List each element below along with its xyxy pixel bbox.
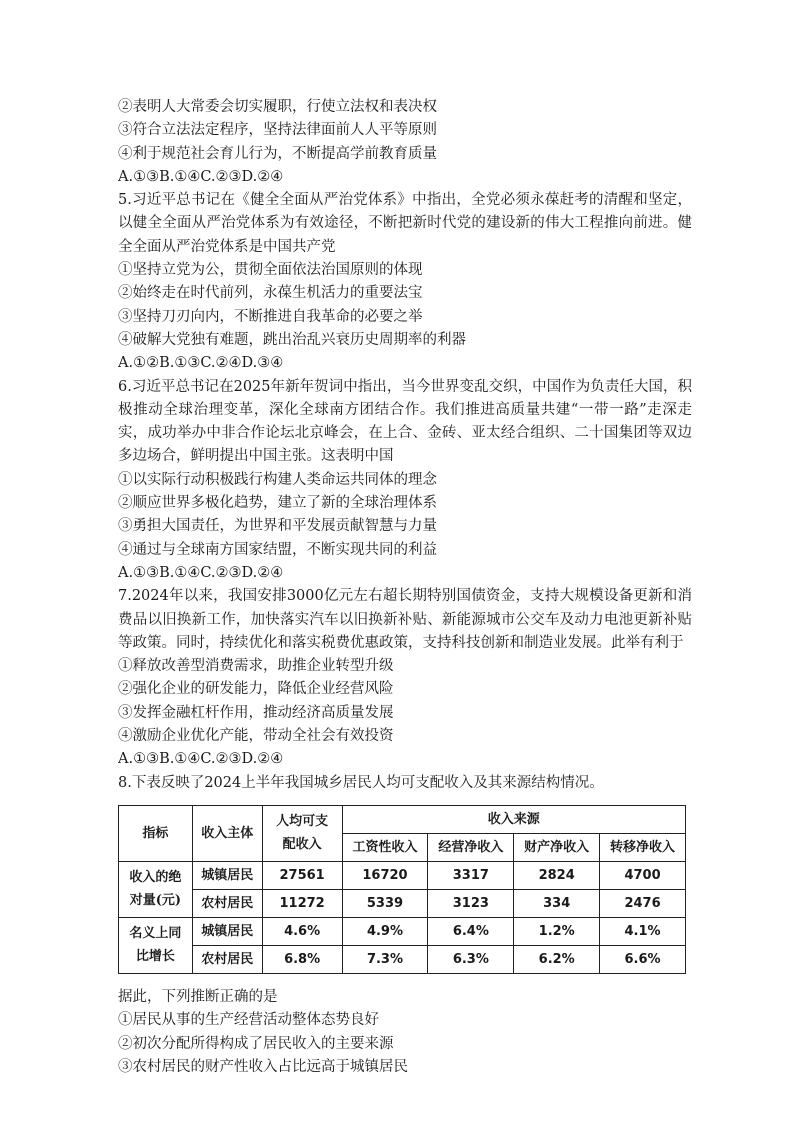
header-avg-income-line2: 配收入 — [282, 837, 322, 853]
q4-answer-choices: A.①③B.①④C.②③D.②④ — [118, 168, 284, 185]
q8-option-2: ②初次分配所得构成了居民收入的主要来源 — [118, 1035, 394, 1052]
q5-stem: 5.习近平总书记在《健全全面从严治党体系》中指出，全党必须永葆赶考的清醒和坚定，以健全全面从严治党体系为有效途径，不断把新时代党的建设新的伟大工程推向前进。健全全面从严治党体系是中国共产党 — [118, 192, 692, 255]
row-label-rural: 农村居民 — [192, 945, 262, 973]
q4-option-2: ②表明人大常委会切实履职，行使立法权和表决权 — [118, 99, 437, 115]
q5-option-4: ④破解大党独有难题，跳出治乱兴衰历史周期率的利器 — [118, 331, 466, 348]
table-row — [119, 945, 686, 973]
q7-option-4: ④激励企业优化产能，带动全社会有效投资 — [118, 728, 394, 745]
table-cell: 4.9% — [342, 917, 428, 945]
q7-stem: 7.2024年以来，我国安排3000亿元左右超长期特别国债资金，支持大规模设备更新和消费品以旧换新工作，加快落实汽车以旧换新补贴、新能源城市公交车及动力电池更新补贴等政策。同时，持续优化和落实税费优惠政策，支持科技创新和制造业发展。此举有利于 — [118, 588, 692, 651]
group-growth-line2: 比增长 — [135, 949, 175, 965]
table-row — [119, 861, 686, 889]
group-absolute-line1: 收入的绝 — [129, 870, 182, 886]
q7-answer-choices: A.①③B.①④C.②③D.②④ — [118, 751, 284, 768]
group-absolute — [119, 861, 193, 917]
q7-option-1: ①释放改善型消费需求，助推企业转型升级 — [118, 658, 394, 675]
header-transfer: 转移净收入 — [600, 833, 686, 861]
header-wage: 工资性收入 — [342, 833, 428, 861]
table-cell: 1.2% — [514, 917, 600, 945]
table-row — [119, 889, 686, 917]
table-cell: 3317 — [428, 861, 514, 889]
table-header-row — [119, 805, 686, 833]
income-table — [118, 805, 686, 974]
q4-option-4: ④利于规范社会育儿行为，不断提高学前教育质量 — [118, 145, 437, 162]
table-cell: 4.6% — [262, 917, 342, 945]
header-income-sources: 收入来源 — [342, 805, 685, 833]
header-indicator: 指标 — [119, 805, 193, 861]
q6-option-3: ③勇担大国责任，为世界和平发展贡献智慧与力量 — [118, 518, 437, 535]
table-cell: 6.2% — [514, 945, 600, 973]
row-label-urban: 城镇居民 — [192, 917, 262, 945]
table-cell: 6.4% — [428, 917, 514, 945]
table-cell: 6.3% — [428, 945, 514, 973]
q5-option-3: ③坚持刀刃向内，不断推进自我革命的必要之举 — [118, 308, 423, 325]
q8-option-3: ③农村居民的财产性收入占比远高于城镇居民 — [118, 1058, 408, 1075]
table-cell: 6.6% — [600, 945, 686, 973]
q8-prompt: 据此，下列推断正确的是 — [118, 988, 278, 1005]
q7-option-2: ②强化企业的研发能力，降低企业经营风险 — [118, 681, 394, 698]
group-growth — [119, 917, 193, 973]
header-property: 财产净收入 — [514, 833, 600, 861]
header-business: 经营净收入 — [428, 833, 514, 861]
group-growth-line1: 名义上同 — [129, 926, 182, 942]
q5-option-1: ①坚持立党为公，贯彻全面依法治国原则的体现 — [118, 262, 423, 279]
table-cell: 2824 — [514, 861, 600, 889]
q6-stem: 6.习近平总书记在2025年新年贺词中指出，当今世界变乱交织，中国作为负责任大国，积极推动全球治理变革，深化全球南方团结合作。我们推进高质量共建“一带一路”走深走实，成功举办中非合作论坛北京峰会，在上合、金砖、亚太经合组织、二十国集团等双边多边场合，鲜明提出中国主张。这表明中国 — [118, 378, 692, 465]
q6-option-4: ④通过与全球南方国家结盟，不断实现共同的利益 — [118, 541, 437, 558]
q4-option-3: ③符合立法法定程序，坚持法律面前人人平等原则 — [118, 122, 437, 139]
table-cell: 27561 — [262, 861, 342, 889]
group-absolute-line2: 对量(元) — [129, 893, 182, 909]
table-cell: 2476 — [600, 889, 686, 917]
q7-option-3: ③发挥金融杠杆作用，推动经济高质量发展 — [118, 704, 394, 721]
q8-option-1: ①居民从事的生产经营活动整体态势良好 — [118, 1012, 379, 1029]
row-label-rural: 农村居民 — [192, 889, 262, 917]
q6-answer-choices: A.①③B.①④C.②③D.②④ — [118, 564, 284, 581]
header-avg-income — [262, 805, 342, 861]
q5-answer-choices: A.①②B.①③C.②④D.③④ — [118, 355, 284, 372]
table-cell: 4700 — [600, 861, 686, 889]
table-cell: 7.3% — [342, 945, 428, 973]
table-cell: 4.1% — [600, 917, 686, 945]
table-cell: 5339 — [342, 889, 428, 917]
header-subject: 收入主体 — [192, 805, 262, 861]
table-cell: 16720 — [342, 861, 428, 889]
q5-option-2: ②始终走在时代前列，永葆生机活力的重要法宝 — [118, 285, 423, 302]
table-cell: 11272 — [262, 889, 342, 917]
q6-option-1: ①以实际行动积极践行构建人类命运共同体的理念 — [118, 471, 437, 488]
table-cell: 3123 — [428, 889, 514, 917]
exam-content — [118, 96, 692, 1079]
table-cell: 6.8% — [262, 945, 342, 973]
header-avg-income-line1: 人均可支 — [276, 814, 329, 830]
table-row — [119, 917, 686, 945]
q6-option-2: ②顺应世界多极化趋势，建立了新的全球治理体系 — [118, 495, 437, 512]
row-label-urban: 城镇居民 — [192, 861, 262, 889]
table-cell: 334 — [514, 889, 600, 917]
q8-stem: 8.下表反映了2024上半年我国城乡居民人均可支配收入及其来源结构情况。 — [118, 774, 604, 791]
